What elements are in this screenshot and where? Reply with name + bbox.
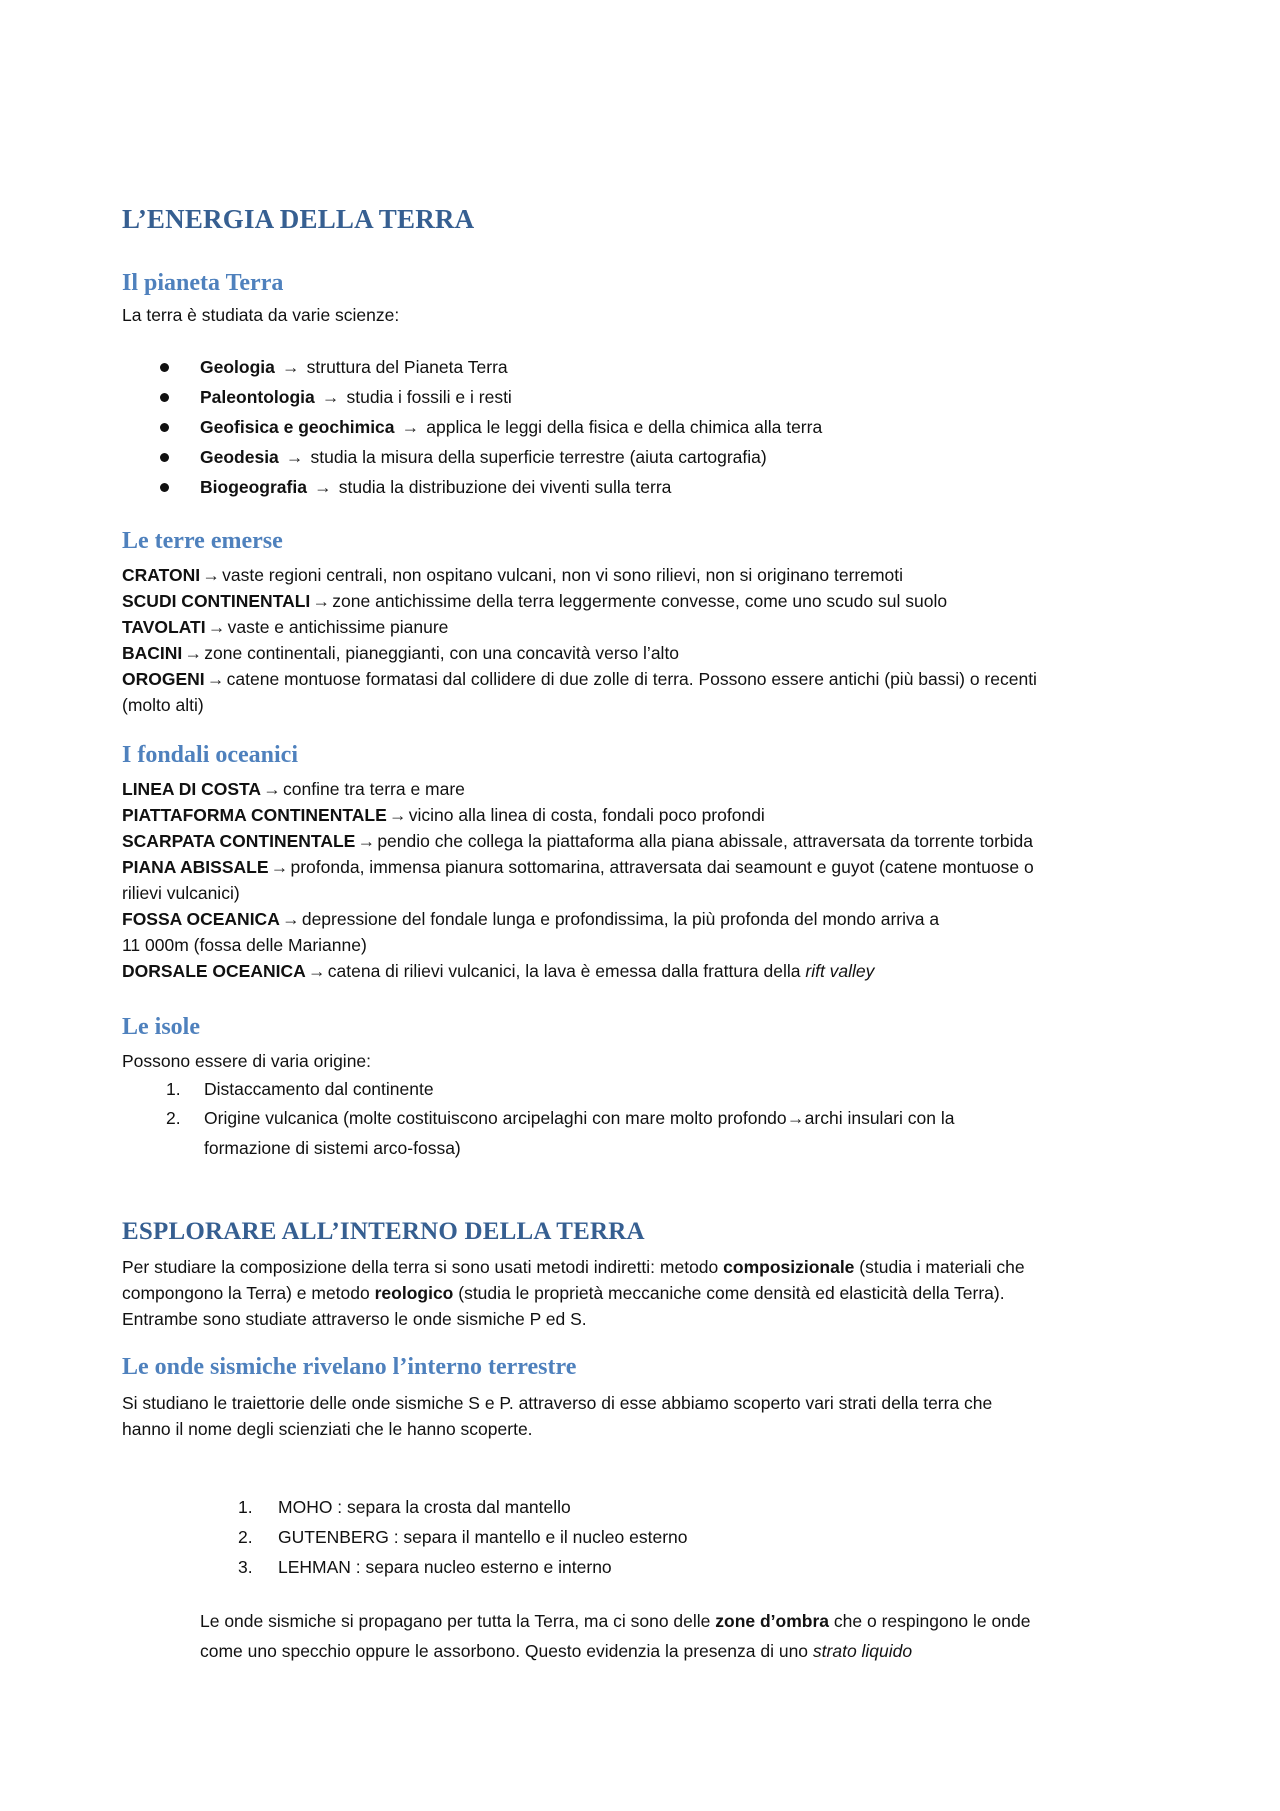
definition: vaste regioni centrali, non ospitano vulcani, non vi sono rilievi, non si originano terremoti bbox=[222, 565, 904, 585]
arrow-right-icon: → bbox=[285, 447, 304, 467]
list-item: Distaccamento dal continente bbox=[204, 1079, 434, 1099]
list-item bbox=[200, 444, 767, 470]
bullet-dot bbox=[160, 393, 169, 402]
definition-line bbox=[122, 828, 1033, 854]
list-item bbox=[200, 414, 822, 440]
heading-i-fondali-oceanici: I fondali oceanici bbox=[122, 742, 299, 768]
term: Paleontologia bbox=[200, 387, 315, 407]
list-item: MOHO : separa la crosta dal mantello bbox=[278, 1497, 571, 1517]
definition: pendio che collega la piattaforma alla piana abissale, attraversata da torrente torbida bbox=[377, 831, 1034, 851]
list-number: 2. bbox=[238, 1527, 253, 1547]
arrow-right-icon: → bbox=[206, 669, 225, 689]
term: FOSSA OCEANICA bbox=[122, 909, 280, 929]
bullet-dot bbox=[160, 423, 169, 432]
definition-line bbox=[122, 854, 1034, 880]
definition: applica le leggi della fisica e della chimica alla terra bbox=[426, 417, 823, 437]
paragraph-intro: La terra è studiata da varie scienze: bbox=[122, 305, 400, 325]
paragraph-line: hanno il nome degli scienziati che le hanno scoperte. bbox=[122, 1419, 533, 1439]
paragraph-line bbox=[200, 1608, 1030, 1634]
paragraph-line bbox=[122, 1254, 1025, 1280]
arrow-right-icon: → bbox=[401, 417, 420, 437]
paragraph-line bbox=[200, 1638, 912, 1664]
heading-le-isole: Le isole bbox=[122, 1014, 200, 1040]
term: Biogeografia bbox=[200, 477, 307, 497]
definition-line bbox=[122, 906, 939, 932]
list-number: 1. bbox=[238, 1497, 253, 1517]
arrow-right-icon: → bbox=[207, 617, 226, 637]
bullet-dot bbox=[160, 453, 169, 462]
definition-line bbox=[122, 802, 765, 828]
term: SCARPATA CONTINENTALE bbox=[122, 831, 356, 851]
list-item-text: Origine vulcanica (molte costituiscono arcipelaghi con mare molto profondo bbox=[204, 1108, 787, 1128]
arrow-right-icon: → bbox=[282, 909, 300, 929]
term: Geofisica e geochimica bbox=[200, 417, 395, 437]
definition: confine tra terra e mare bbox=[283, 779, 465, 799]
term: CRATONI bbox=[122, 565, 201, 585]
definition-continuation: (molto alti) bbox=[122, 695, 204, 715]
text-run: (studia le proprietà meccaniche come densità ed elasticità della Terra). bbox=[453, 1283, 1005, 1303]
list-number: 3. bbox=[238, 1557, 253, 1577]
heading-le-terre-emerse: Le terre emerse bbox=[122, 528, 283, 554]
list-number: 2. bbox=[166, 1108, 181, 1128]
text-run: Le onde sismiche si propagano per tutta la Terra, ma ci sono delle bbox=[200, 1611, 716, 1631]
list-item bbox=[204, 1105, 954, 1131]
arrow-right-icon: → bbox=[270, 857, 289, 877]
paragraph-line: Si studiano le traiettorie delle onde sismiche S e P. attraverso di esse abbiamo scoperto vari strati della terra che bbox=[122, 1393, 993, 1413]
definition: vicino alla linea di costa, fondali poco profondi bbox=[408, 805, 765, 825]
definition: studia la misura della superficie terrestre (aiuta cartografia) bbox=[310, 447, 767, 467]
paragraph-intro: Possono essere di varia origine: bbox=[122, 1051, 372, 1071]
text-run: compongono la Terra) e metodo bbox=[122, 1283, 375, 1303]
arrow-right-icon: → bbox=[263, 779, 281, 799]
definition: catene montuose formatasi dal collidere di due zolle di terra. Possono essere antichi (più bassi) o recenti bbox=[226, 669, 1037, 689]
list-item: GUTENBERG : separa il mantello e il nucleo esterno bbox=[278, 1527, 688, 1547]
list-item bbox=[200, 354, 508, 380]
definition-line bbox=[122, 588, 947, 614]
bullet-dot bbox=[160, 363, 169, 372]
bold-term: composizionale bbox=[723, 1257, 855, 1277]
definition-line bbox=[122, 958, 874, 984]
term: PIANA ABISSALE bbox=[122, 857, 269, 877]
term: Geologia bbox=[200, 357, 275, 377]
arrow-right-icon: → bbox=[321, 387, 340, 407]
definition: studia i fossili e i resti bbox=[346, 387, 512, 407]
text-run: (studia i materiali che bbox=[854, 1257, 1025, 1277]
heading-onde-sismiche: Le onde sismiche rivelano l’interno terrestre bbox=[122, 1354, 577, 1380]
arrow-right-icon: → bbox=[357, 831, 376, 851]
text-run: Per studiare la composizione della terra si sono usati metodi indiretti: metodo bbox=[122, 1257, 724, 1277]
definition-line bbox=[122, 776, 465, 802]
definition: struttura del Pianeta Terra bbox=[306, 357, 508, 377]
italic-term: rift valley bbox=[805, 961, 875, 981]
bold-term: reologico bbox=[374, 1283, 454, 1303]
arrow-right-icon: → bbox=[314, 477, 332, 497]
text-run: che o respingono le onde bbox=[829, 1611, 1031, 1631]
paragraph-line: Entrambe sono studiate attraverso le onde sismiche P ed S. bbox=[122, 1309, 587, 1329]
definition: studia la distribuzione dei viventi sulla terra bbox=[338, 477, 672, 497]
list-item-text-cont: archi insulari con la bbox=[804, 1108, 955, 1128]
arrow-right-icon: → bbox=[786, 1108, 805, 1128]
bullet-dot bbox=[160, 483, 169, 492]
definition-line bbox=[122, 562, 903, 588]
definition-continuation: 11 000m (fossa delle Marianne) bbox=[122, 935, 367, 955]
definition-line bbox=[122, 614, 448, 640]
list-item bbox=[200, 474, 671, 500]
definition-line bbox=[122, 640, 679, 666]
heading-il-pianeta-terra: Il pianeta Terra bbox=[122, 270, 284, 296]
definition: depressione del fondale lunga e profondissima, la più profonda del mondo arriva a bbox=[301, 909, 940, 929]
definition: zone continentali, pianeggianti, con una concavità verso l’alto bbox=[204, 643, 680, 663]
arrow-right-icon: → bbox=[389, 805, 407, 825]
arrow-right-icon: → bbox=[202, 565, 220, 585]
term: OROGENI bbox=[122, 669, 205, 689]
term: TAVOLATI bbox=[122, 617, 206, 637]
list-item bbox=[200, 384, 512, 410]
term: LINEA DI COSTA bbox=[122, 779, 262, 799]
definition: profonda, immensa pianura sottomarina, attraversata dai seamount e guyot (catene montuose o bbox=[290, 857, 1034, 877]
definition-continuation: rilievi vulcanici) bbox=[122, 883, 240, 903]
term: PIATTAFORMA CONTINENTALE bbox=[122, 805, 387, 825]
arrow-right-icon: → bbox=[308, 961, 326, 981]
text-run: come uno specchio oppure le assorbono. Questo evidenzia la presenza di uno bbox=[200, 1641, 813, 1661]
page-title: L’ENERGIA DELLA TERRA bbox=[122, 204, 475, 234]
term: DORSALE OCEANICA bbox=[122, 961, 306, 981]
term: BACINI bbox=[122, 643, 183, 663]
list-item: LEHMAN : separa nucleo esterno e interno bbox=[278, 1557, 612, 1577]
arrow-right-icon: → bbox=[184, 643, 203, 663]
arrow-right-icon: → bbox=[282, 357, 300, 377]
definition: zone antichissime della terra leggermente convesse, come uno scudo sul suolo bbox=[332, 591, 948, 611]
italic-term: strato liquido bbox=[812, 1641, 913, 1661]
arrow-right-icon: → bbox=[312, 591, 331, 611]
paragraph-line bbox=[122, 1280, 1005, 1306]
section-title: ESPLORARE ALL’INTERNO DELLA TERRA bbox=[122, 1218, 645, 1245]
list-item-continuation: formazione di sistemi arco-fossa) bbox=[204, 1138, 461, 1158]
definition: vaste e antichissime pianure bbox=[227, 617, 449, 637]
definition: catena di rilievi vulcanici, la lava è emessa dalla frattura della bbox=[327, 961, 806, 981]
term: Geodesia bbox=[200, 447, 279, 467]
definition-line bbox=[122, 666, 1037, 692]
bold-term: zone d’ombra bbox=[715, 1611, 830, 1631]
list-number: 1. bbox=[166, 1079, 181, 1099]
term: SCUDI CONTINENTALI bbox=[122, 591, 311, 611]
